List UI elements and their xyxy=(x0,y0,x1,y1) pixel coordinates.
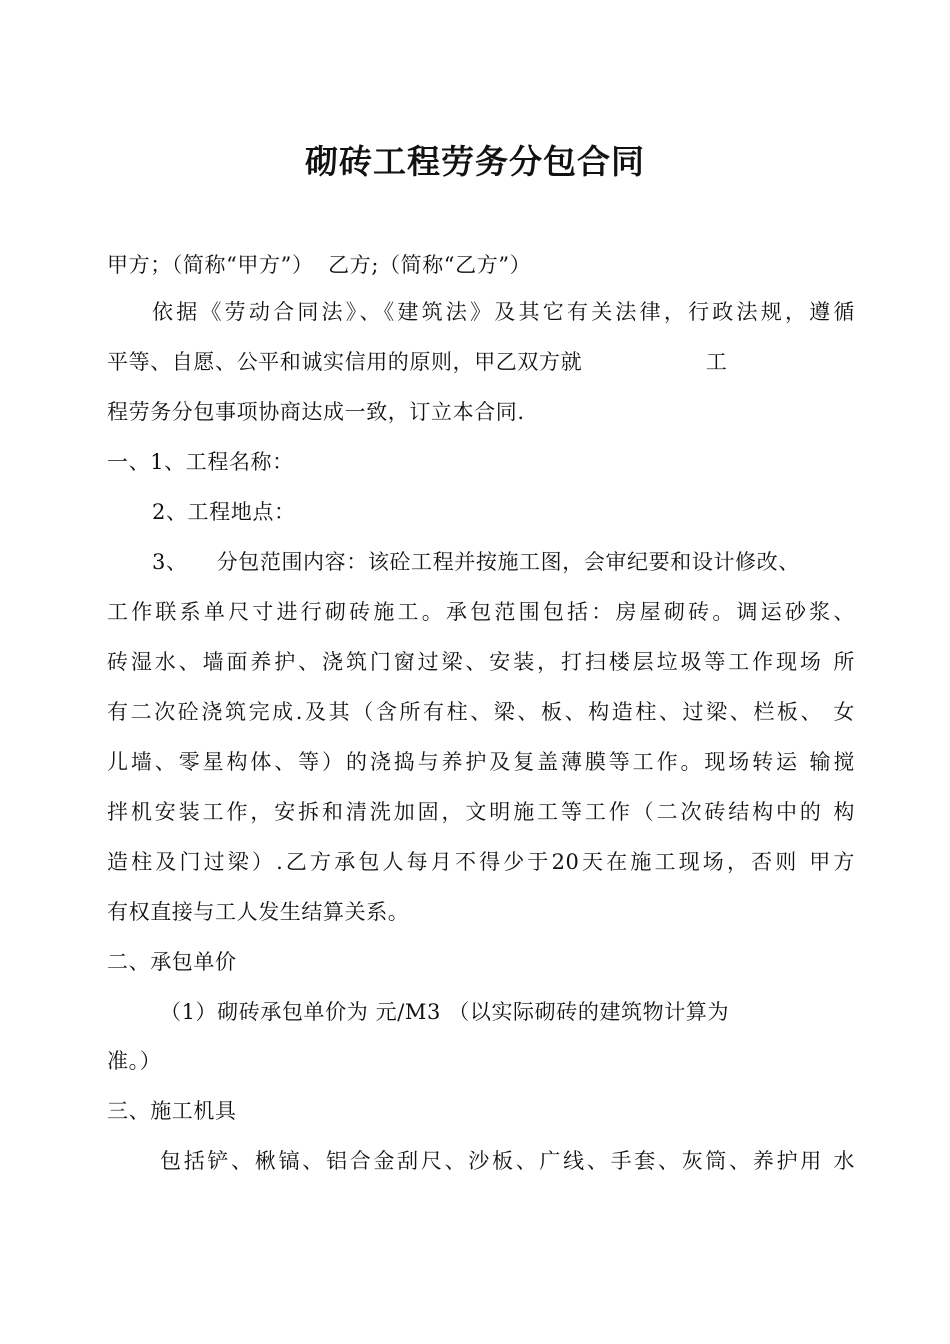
scope-line-4: 有二次砼浇筑完成.及其（含所有柱、梁、板、构造柱、过梁、栏板、 女 xyxy=(107,700,855,724)
scope-line-2: 工作联系单尺寸进行砌砖施工。承包范围包括：房屋砌砖。调运砂浆、 xyxy=(107,600,855,624)
scope-line-7: 造柱及门过梁）.乙方承包人每月不得少于20天在施工现场，否则 甲方 xyxy=(107,850,855,874)
scope-line-5: 儿墙、零星构体、等）的浇捣与养护及复盖薄膜等工作。现场转运 输搅 xyxy=(107,750,855,774)
scope-line-3: 砖湿水、墙面养护、浇筑门窗过梁、安装，打扫楼层垃圾等工作现场 所 xyxy=(107,650,855,674)
section-unit-price-heading: 二、承包单价 xyxy=(107,950,237,974)
section-tools-heading: 三、施工机具 xyxy=(107,1099,237,1123)
project-name-line: 一、1、工程名称： xyxy=(107,450,294,474)
scope-line-6: 拌机安装工作，安拆和清洗加固，文明施工等工作（二次砖结构中的 构 xyxy=(107,800,855,824)
project-location-line: 2、工程地点： xyxy=(152,500,296,524)
preamble-line-1: 依据《劳动合同法》、《建筑法》及其它有关法律，行政法规，遵循 xyxy=(152,300,855,324)
unit-price-line-2: 准。） xyxy=(107,1049,162,1073)
parties-line: 甲方；（简称“甲方”） 乙方;（简称“乙方”） xyxy=(107,253,532,277)
unit-price-line-1: （1）砌砖承包单价为 元/M3 （以实际砌砖的建筑物计算为 xyxy=(160,1000,730,1024)
preamble-line-3: 程劳务分包事项协商达成一致，订立本合同. xyxy=(107,400,525,424)
tools-line-1: 包括铲、楸镐、铝合金刮尺、沙板、广线、手套、灰筒、养护用 水 xyxy=(160,1149,855,1173)
scope-line-1: 3、 分包范围内容：该砼工程并按施工图，会审纪要和设计修改、 xyxy=(152,550,800,574)
preamble-line-2: 平等、自愿、公平和诚实信用的原则，甲乙双方就 工 xyxy=(107,350,728,374)
scope-line-8: 有权直接与工人发生结算关系。 xyxy=(107,900,410,924)
document-title: 砌砖工程劳务分包合同 xyxy=(305,142,645,181)
